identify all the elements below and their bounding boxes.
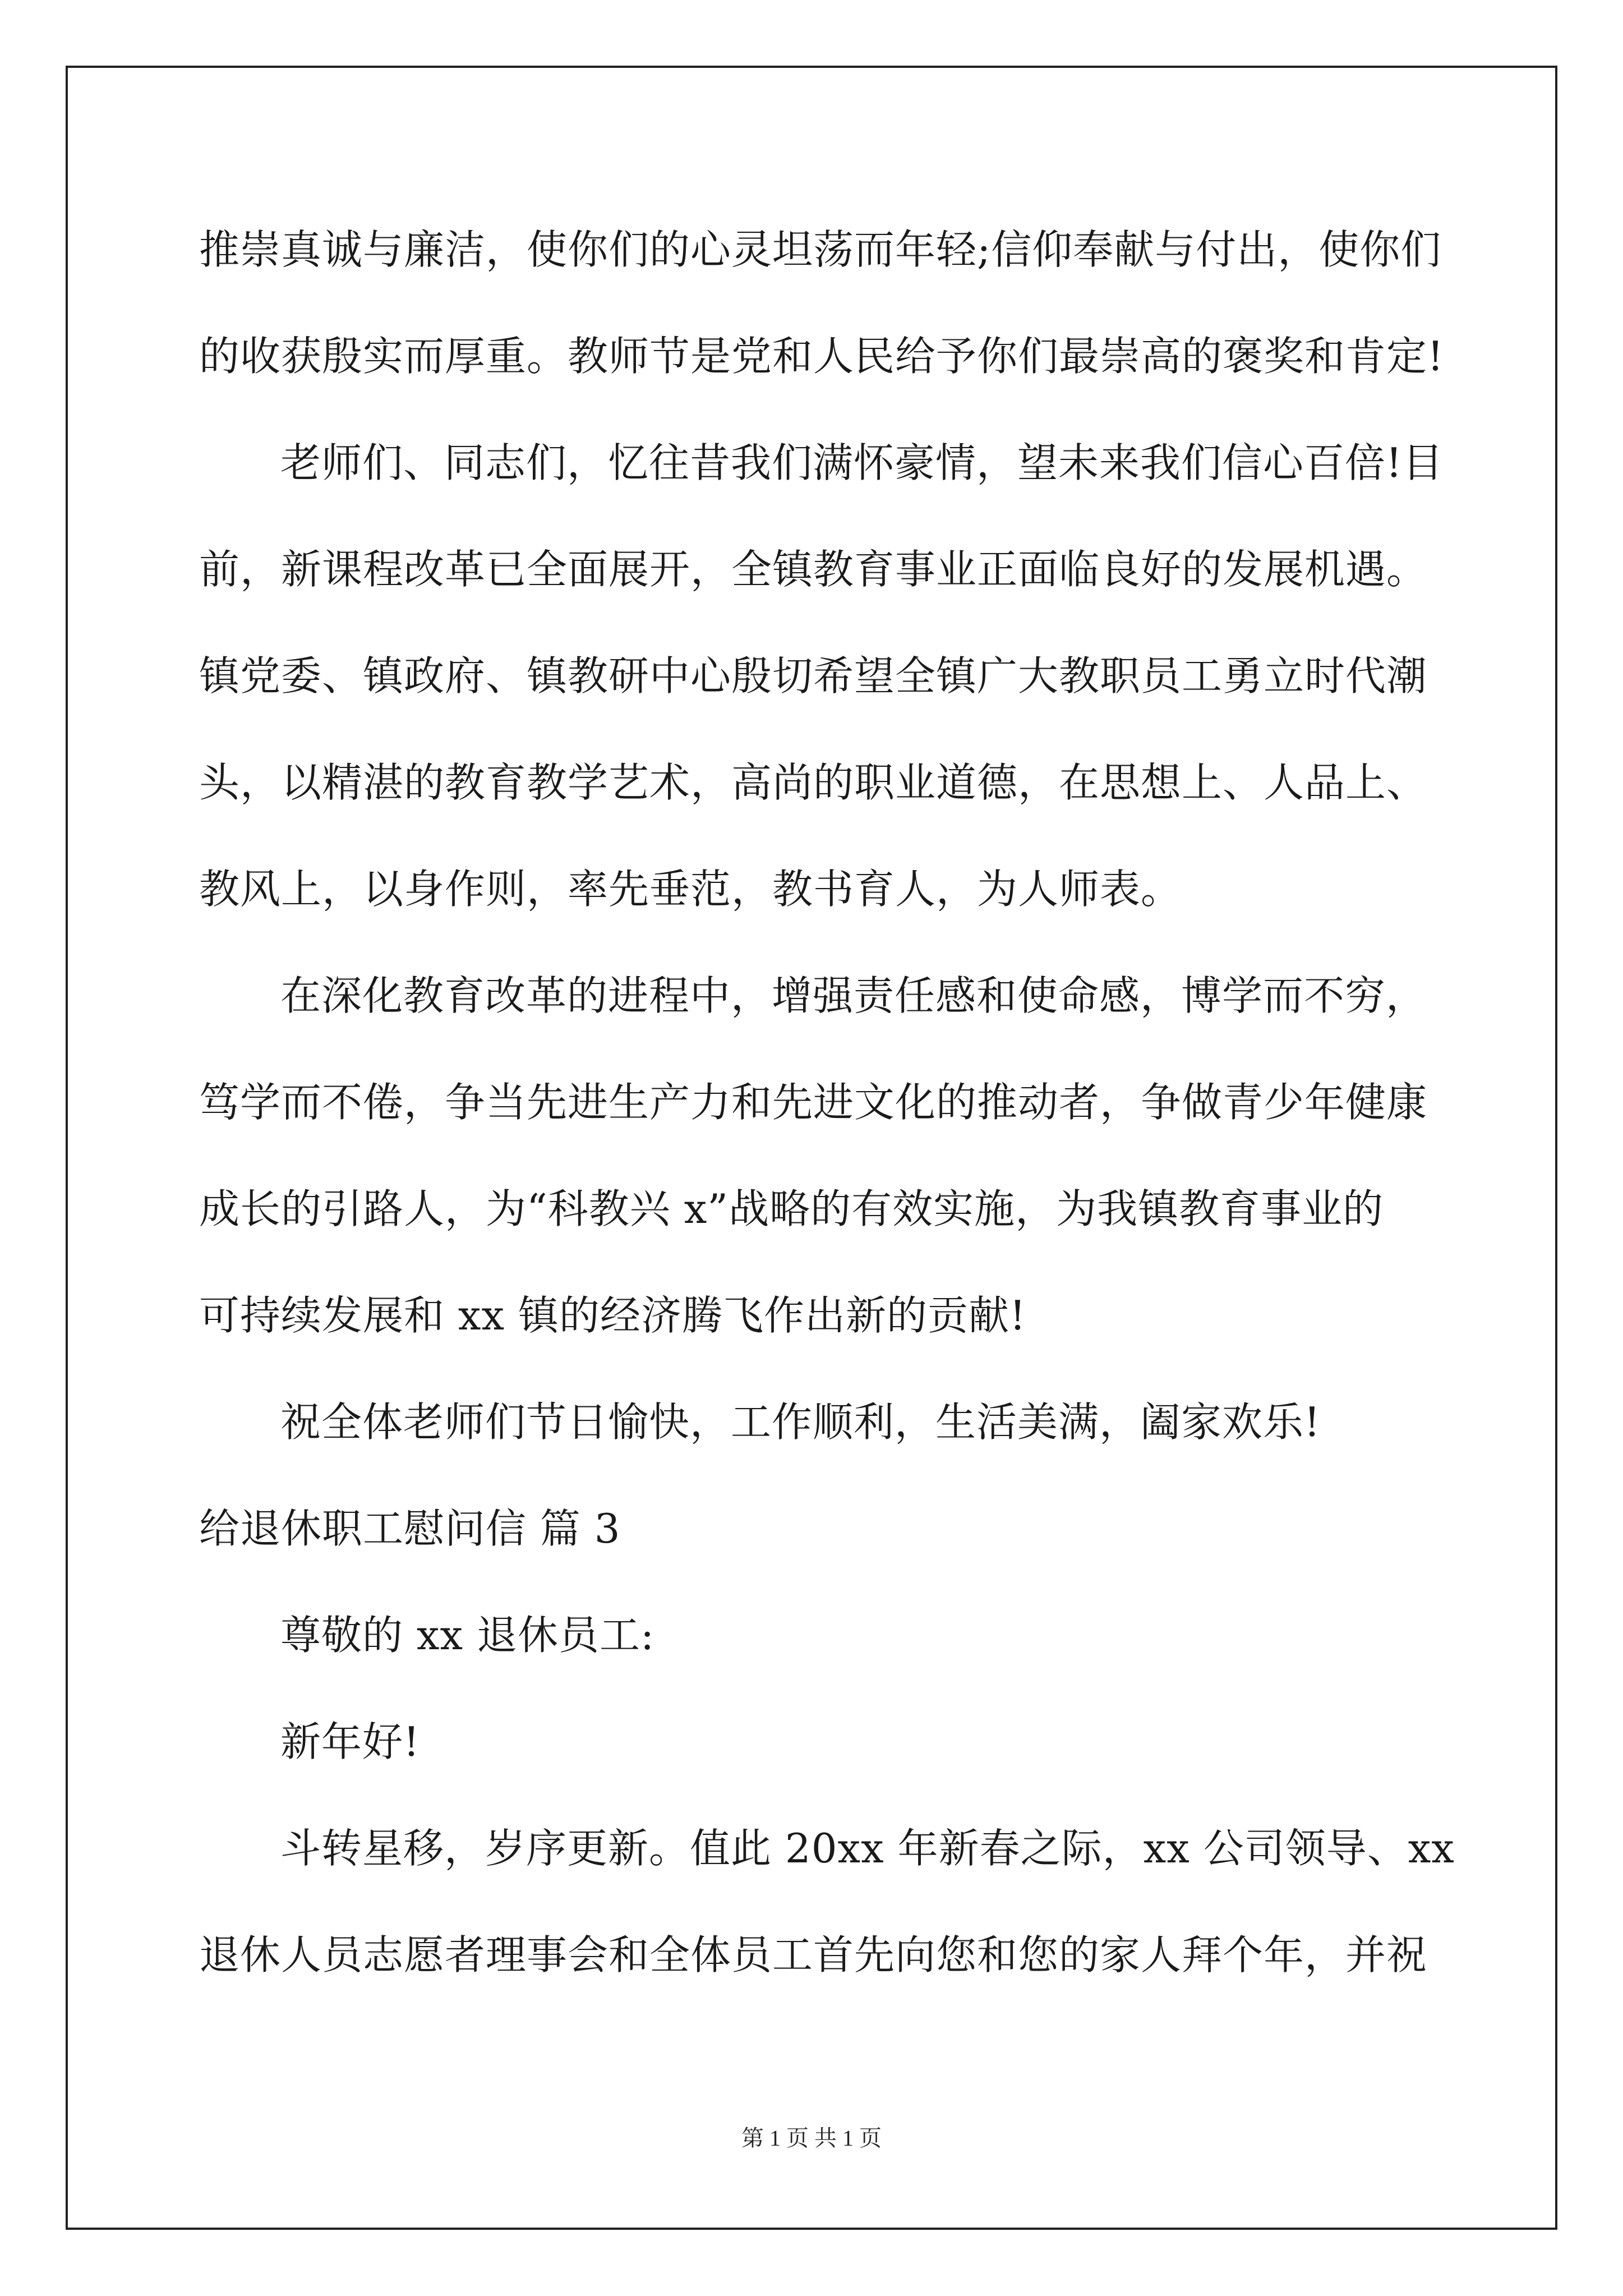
text-line: 镇党委、镇政府、镇教研中心殷切希望全镇广大教职员工勇立时代潮 <box>199 652 1428 700</box>
text-line: 前，新课程改革已全面展开，全镇教育事业正面临良好的发展机遇。 <box>199 546 1428 593</box>
paragraph-start-line: 斗转星移，岁序更新。值此 20xx 年新春之际，xx 公司领导、xx <box>280 1825 1455 1872</box>
text-line: 笃学而不倦，争当先进生产力和先进文化的推动者，争做青少年健康 <box>199 1079 1428 1126</box>
page-footer: 第 1 页 共 1 页 <box>741 2125 882 2151</box>
text-line: 头，以精湛的教育教学艺术，高尚的职业道德，在思想上、人品上、 <box>199 759 1428 806</box>
text-line: 退休人员志愿者理事会和全体员工首先向您和您的家人拜个年，并祝 <box>199 1931 1428 1978</box>
section-heading: 给退休职工慰问信 篇 3 <box>199 1505 621 1552</box>
text-line: 推崇真诚与廉洁，使你们的心灵坦荡而年轻;信仰奉献与付出，使你们 <box>199 226 1442 273</box>
text-line: 的收获殷实而厚重。教师节是党和人民给予你们最崇高的褒奖和肯定! <box>199 333 1444 380</box>
greeting-line: 新年好! <box>280 1718 420 1765</box>
page-border <box>66 66 1557 2230</box>
text-line: 成长的引路人，为“科教兴 x”战略的有效实施，为我镇教育事业的 <box>199 1185 1384 1232</box>
paragraph-start-line: 老师们、同志们，忆往昔我们满怀豪情，望未来我们信心百倍!目 <box>280 439 1444 486</box>
text-line: 可持续发展和 xx 镇的经济腾飞作出新的贡献! <box>199 1292 1026 1339</box>
salutation-line: 尊敬的 xx 退休员工: <box>280 1612 655 1659</box>
paragraph-start-line: 在深化教育改革的进程中，增强责任感和使命感，博学而不穷， <box>280 972 1427 1019</box>
paragraph-start-line: 祝全体老师们节日愉快，工作顺利，生活美满，阖家欢乐! <box>280 1398 1321 1446</box>
text-line: 教风上，以身作则，率先垂范，教书育人，为人师表。 <box>199 866 1182 913</box>
